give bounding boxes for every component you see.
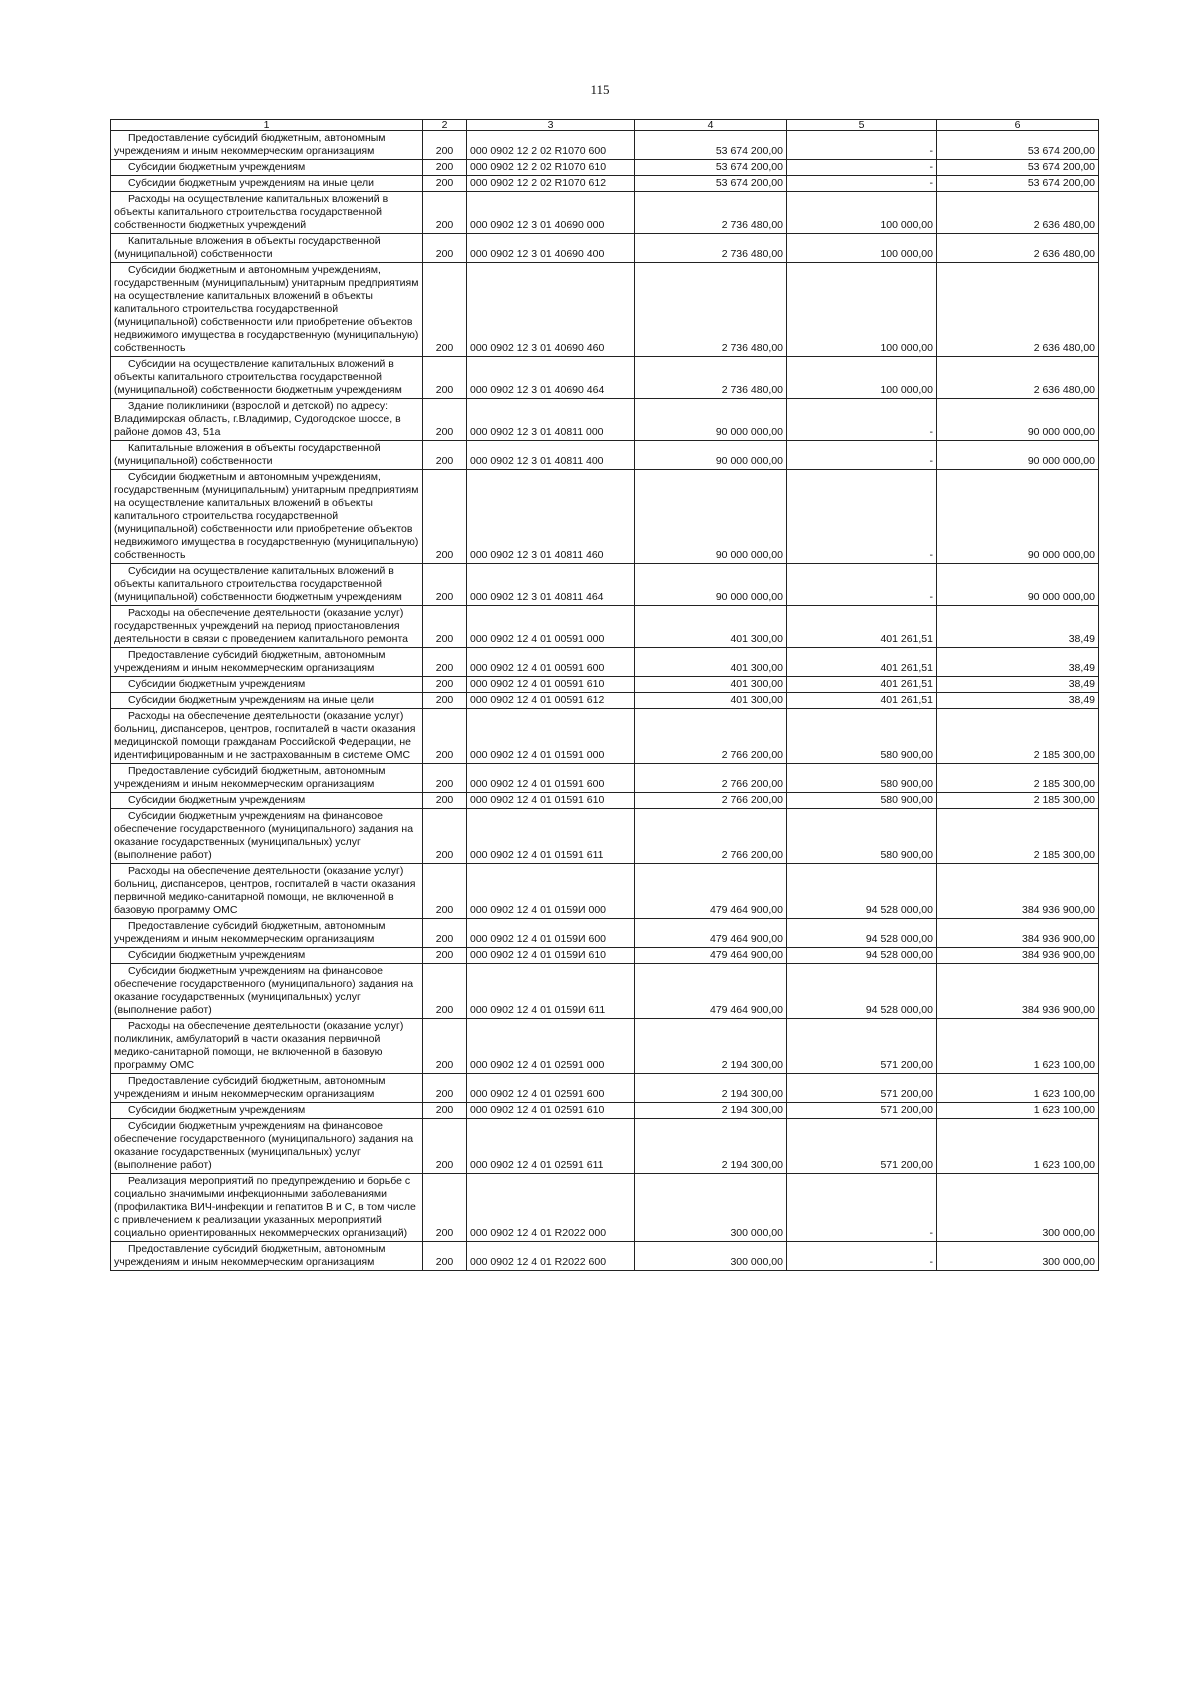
table-row	[111, 1103, 1099, 1119]
admin-code: 200	[423, 131, 467, 160]
table-row	[111, 1119, 1099, 1174]
approved-amount: 401 300,00	[635, 606, 787, 648]
table-row	[111, 606, 1099, 648]
approved-amount: 90 000 000,00	[635, 564, 787, 606]
budget-classification-code: 000 0902 12 3 01 40811 000	[467, 399, 635, 441]
executed-amount: -	[787, 564, 937, 606]
executed-amount: 94 528 000,00	[787, 948, 937, 964]
approved-amount: 2 194 300,00	[635, 1074, 787, 1103]
approved-amount: 2 194 300,00	[635, 1019, 787, 1074]
column-header: 1	[111, 120, 423, 131]
admin-code: 200	[423, 764, 467, 793]
approved-amount: 300 000,00	[635, 1242, 787, 1271]
table-row	[111, 470, 1099, 564]
unexecuted-amount: 53 674 200,00	[937, 160, 1099, 176]
column-header: 5	[787, 120, 937, 131]
line-item-name: Субсидии бюджетным учреждениям	[111, 793, 423, 809]
unexecuted-amount: 38,49	[937, 693, 1099, 709]
admin-code: 200	[423, 709, 467, 764]
line-item-name: Расходы на обеспечение деятельности (оказание услуг) государственных учреждений на период приостановления деятельности в связи с проведением капитального ремонта	[111, 606, 423, 648]
budget-classification-code: 000 0902 12 2 02 R1070 600	[467, 131, 635, 160]
admin-code: 200	[423, 1103, 467, 1119]
executed-amount: 580 900,00	[787, 809, 937, 864]
admin-code: 200	[423, 192, 467, 234]
unexecuted-amount: 2 636 480,00	[937, 357, 1099, 399]
approved-amount: 2 736 480,00	[635, 357, 787, 399]
approved-amount: 401 300,00	[635, 648, 787, 677]
budget-classification-code: 000 0902 12 2 02 R1070 612	[467, 176, 635, 192]
approved-amount: 479 464 900,00	[635, 948, 787, 964]
line-item-name: Предоставление субсидий бюджетным, автономным учреждениям и иным некоммерческим организациям	[111, 131, 423, 160]
line-item-name: Субсидии бюджетным учреждениям на иные цели	[111, 176, 423, 192]
budget-classification-code: 000 0902 12 4 01 01591 600	[467, 764, 635, 793]
table-row	[111, 948, 1099, 964]
approved-amount: 2 766 200,00	[635, 793, 787, 809]
table-row	[111, 693, 1099, 709]
table-row	[111, 1019, 1099, 1074]
approved-amount: 90 000 000,00	[635, 470, 787, 564]
unexecuted-amount: 1 623 100,00	[937, 1074, 1099, 1103]
admin-code: 200	[423, 160, 467, 176]
line-item-name: Предоставление субсидий бюджетным, автономным учреждениям и иным некоммерческим организациям	[111, 919, 423, 948]
line-item-name: Предоставление субсидий бюджетным, автономным учреждениям и иным некоммерческим организациям	[111, 1074, 423, 1103]
table-row	[111, 357, 1099, 399]
budget-classification-code: 000 0902 12 4 01 00591 612	[467, 693, 635, 709]
line-item-name: Субсидии бюджетным и автономным учреждениям, государственным (муниципальным) унитарным предприятиям на осуществление капитальных вложений в объекты капитального строительства государственной (муниципальной) собственности или приобретение объектов недвижимого имущества в государственную (муниципальную) собственность	[111, 263, 423, 357]
table-row	[111, 764, 1099, 793]
budget-classification-code: 000 0902 12 4 01 01591 611	[467, 809, 635, 864]
budget-classification-code: 000 0902 12 4 01 02591 611	[467, 1119, 635, 1174]
admin-code: 200	[423, 1174, 467, 1242]
budget-classification-code: 000 0902 12 4 01 00591 000	[467, 606, 635, 648]
executed-amount: 571 200,00	[787, 1119, 937, 1174]
header-row	[111, 120, 1099, 131]
admin-code: 200	[423, 606, 467, 648]
unexecuted-amount: 2 185 300,00	[937, 764, 1099, 793]
unexecuted-amount: 2 185 300,00	[937, 793, 1099, 809]
approved-amount: 2 736 480,00	[635, 192, 787, 234]
budget-classification-code: 000 0902 12 3 01 40811 464	[467, 564, 635, 606]
line-item-name: Реализация мероприятий по предупреждению и борьбе с социально значимыми инфекционными заболеваниями (профилактика ВИЧ-инфекции и гепатитов В и С, в том числе с привлечением к реализации указанных мероприятий социально ориентированных некоммерческих организаций)	[111, 1174, 423, 1242]
unexecuted-amount: 2 185 300,00	[937, 709, 1099, 764]
column-header: 6	[937, 120, 1099, 131]
executed-amount: 100 000,00	[787, 263, 937, 357]
line-item-name: Субсидии бюджетным учреждениям на финансовое обеспечение государственного (муниципального) задания на оказание государственных (муниципальных) услуг (выполнение работ)	[111, 964, 423, 1019]
line-item-name: Предоставление субсидий бюджетным, автономным учреждениям и иным некоммерческим организациям	[111, 764, 423, 793]
approved-amount: 2 766 200,00	[635, 809, 787, 864]
table-row	[111, 1242, 1099, 1271]
unexecuted-amount: 384 936 900,00	[937, 948, 1099, 964]
executed-amount: -	[787, 470, 937, 564]
executed-amount: 401 261,51	[787, 606, 937, 648]
budget-classification-code: 000 0902 12 4 01 00591 600	[467, 648, 635, 677]
budget-classification-code: 000 0902 12 2 02 R1070 610	[467, 160, 635, 176]
table-row	[111, 234, 1099, 263]
admin-code: 200	[423, 263, 467, 357]
budget-classification-code: 000 0902 12 4 01 00591 610	[467, 677, 635, 693]
table-row	[111, 441, 1099, 470]
unexecuted-amount: 300 000,00	[937, 1242, 1099, 1271]
budget-classification-code: 000 0902 12 4 01 R2022 000	[467, 1174, 635, 1242]
approved-amount: 401 300,00	[635, 677, 787, 693]
approved-amount: 90 000 000,00	[635, 399, 787, 441]
admin-code: 200	[423, 793, 467, 809]
admin-code: 200	[423, 564, 467, 606]
budget-classification-code: 000 0902 12 3 01 40811 460	[467, 470, 635, 564]
table-row	[111, 964, 1099, 1019]
column-header: 2	[423, 120, 467, 131]
unexecuted-amount: 1 623 100,00	[937, 1019, 1099, 1074]
executed-amount: 571 200,00	[787, 1103, 937, 1119]
budget-classification-code: 000 0902 12 4 01 0159И 611	[467, 964, 635, 1019]
line-item-name: Расходы на осуществление капитальных вложений в объекты капитального строительства государственной собственности бюджетных учреждений	[111, 192, 423, 234]
approved-amount: 2 766 200,00	[635, 709, 787, 764]
column-header: 4	[635, 120, 787, 131]
table-row	[111, 564, 1099, 606]
column-header: 3	[467, 120, 635, 131]
line-item-name: Субсидии бюджетным учреждениям	[111, 1103, 423, 1119]
approved-amount: 479 464 900,00	[635, 919, 787, 948]
table-body	[111, 131, 1099, 1271]
table-row	[111, 1074, 1099, 1103]
line-item-name: Субсидии на осуществление капитальных вложений в объекты капитального строительства государственной (муниципальной) собственности бюджетным учреждениям	[111, 357, 423, 399]
table-row	[111, 176, 1099, 192]
admin-code: 200	[423, 809, 467, 864]
budget-classification-code: 000 0902 12 4 01 0159И 610	[467, 948, 635, 964]
admin-code: 200	[423, 677, 467, 693]
executed-amount: 571 200,00	[787, 1074, 937, 1103]
admin-code: 200	[423, 176, 467, 192]
approved-amount: 300 000,00	[635, 1174, 787, 1242]
executed-amount: 100 000,00	[787, 357, 937, 399]
admin-code: 200	[423, 919, 467, 948]
admin-code: 200	[423, 234, 467, 263]
executed-amount: -	[787, 1174, 937, 1242]
budget-classification-code: 000 0902 12 3 01 40690 400	[467, 234, 635, 263]
admin-code: 200	[423, 964, 467, 1019]
unexecuted-amount: 300 000,00	[937, 1174, 1099, 1242]
table-row	[111, 809, 1099, 864]
table-row	[111, 192, 1099, 234]
budget-classification-code: 000 0902 12 4 01 01591 000	[467, 709, 635, 764]
unexecuted-amount: 90 000 000,00	[937, 470, 1099, 564]
unexecuted-amount: 384 936 900,00	[937, 864, 1099, 919]
executed-amount: -	[787, 399, 937, 441]
admin-code: 200	[423, 1242, 467, 1271]
budget-classification-code: 000 0902 12 4 01 02591 610	[467, 1103, 635, 1119]
approved-amount: 53 674 200,00	[635, 131, 787, 160]
unexecuted-amount: 38,49	[937, 648, 1099, 677]
budget-classification-code: 000 0902 12 4 01 01591 610	[467, 793, 635, 809]
page-number: 115	[590, 82, 610, 97]
executed-amount: 571 200,00	[787, 1019, 937, 1074]
approved-amount: 2 194 300,00	[635, 1119, 787, 1174]
budget-classification-code: 000 0902 12 3 01 40690 464	[467, 357, 635, 399]
table-row	[111, 709, 1099, 764]
table-row	[111, 919, 1099, 948]
budget-classification-code: 000 0902 12 3 01 40690 460	[467, 263, 635, 357]
unexecuted-amount: 384 936 900,00	[937, 964, 1099, 1019]
line-item-name: Субсидии бюджетным учреждениям на иные цели	[111, 693, 423, 709]
line-item-name: Субсидии на осуществление капитальных вложений в объекты капитального строительства государственной (муниципальной) собственности бюджетным учреждениям	[111, 564, 423, 606]
admin-code: 200	[423, 399, 467, 441]
executed-amount: 580 900,00	[787, 793, 937, 809]
table-row	[111, 399, 1099, 441]
executed-amount: 100 000,00	[787, 192, 937, 234]
admin-code: 200	[423, 1074, 467, 1103]
unexecuted-amount: 90 000 000,00	[937, 441, 1099, 470]
table-row	[111, 160, 1099, 176]
approved-amount: 479 464 900,00	[635, 864, 787, 919]
executed-amount: 580 900,00	[787, 709, 937, 764]
executed-amount: -	[787, 1242, 937, 1271]
unexecuted-amount: 90 000 000,00	[937, 564, 1099, 606]
executed-amount: 94 528 000,00	[787, 964, 937, 1019]
line-item-name: Субсидии бюджетным учреждениям	[111, 160, 423, 176]
table-row	[111, 131, 1099, 160]
line-item-name: Субсидии бюджетным учреждениям на финансовое обеспечение государственного (муниципального) задания на оказание государственных (муниципальных) услуг (выполнение работ)	[111, 809, 423, 864]
executed-amount: -	[787, 441, 937, 470]
approved-amount: 90 000 000,00	[635, 441, 787, 470]
table-row	[111, 263, 1099, 357]
unexecuted-amount: 2 636 480,00	[937, 192, 1099, 234]
executed-amount: 94 528 000,00	[787, 919, 937, 948]
approved-amount: 401 300,00	[635, 693, 787, 709]
approved-amount: 2 736 480,00	[635, 234, 787, 263]
line-item-name: Субсидии бюджетным и автономным учреждениям, государственным (муниципальным) унитарным предприятиям на осуществление капитальных вложений в объекты капитального строительства государственной (муниципальной) собственности или приобретение объектов недвижимого имущества в государственную (муниципальную) собственность	[111, 470, 423, 564]
approved-amount: 53 674 200,00	[635, 160, 787, 176]
budget-execution-table	[110, 119, 1099, 1271]
unexecuted-amount: 2 185 300,00	[937, 809, 1099, 864]
unexecuted-amount: 384 936 900,00	[937, 919, 1099, 948]
table-row	[111, 677, 1099, 693]
line-item-name: Капитальные вложения в объекты государственной (муниципальной) собственности	[111, 234, 423, 263]
approved-amount: 2 766 200,00	[635, 764, 787, 793]
line-item-name: Предоставление субсидий бюджетным, автономным учреждениям и иным некоммерческим организациям	[111, 1242, 423, 1271]
executed-amount: 401 261,51	[787, 693, 937, 709]
executed-amount: 580 900,00	[787, 764, 937, 793]
unexecuted-amount: 38,49	[937, 677, 1099, 693]
admin-code: 200	[423, 648, 467, 677]
budget-classification-code: 000 0902 12 3 01 40690 000	[467, 192, 635, 234]
unexecuted-amount: 1 623 100,00	[937, 1103, 1099, 1119]
budget-classification-code: 000 0902 12 4 01 0159И 000	[467, 864, 635, 919]
approved-amount: 479 464 900,00	[635, 964, 787, 1019]
line-item-name: Здание поликлиники (взрослой и детской) по адресу: Владимирская область, г.Владимир, Судогодское шоссе, в районе домов 43, 51а	[111, 399, 423, 441]
unexecuted-amount: 2 636 480,00	[937, 234, 1099, 263]
line-item-name: Предоставление субсидий бюджетным, автономным учреждениям и иным некоммерческим организациям	[111, 648, 423, 677]
budget-classification-code: 000 0902 12 4 01 02591 000	[467, 1019, 635, 1074]
approved-amount: 53 674 200,00	[635, 176, 787, 192]
table-row	[111, 648, 1099, 677]
admin-code: 200	[423, 1019, 467, 1074]
table-row	[111, 864, 1099, 919]
budget-classification-code: 000 0902 12 4 01 02591 600	[467, 1074, 635, 1103]
line-item-name: Субсидии бюджетным учреждениям	[111, 677, 423, 693]
budget-classification-code: 000 0902 12 4 01 0159И 600	[467, 919, 635, 948]
executed-amount: 100 000,00	[787, 234, 937, 263]
unexecuted-amount: 90 000 000,00	[937, 399, 1099, 441]
unexecuted-amount: 38,49	[937, 606, 1099, 648]
admin-code: 200	[423, 693, 467, 709]
admin-code: 200	[423, 864, 467, 919]
unexecuted-amount: 2 636 480,00	[937, 263, 1099, 357]
admin-code: 200	[423, 1119, 467, 1174]
unexecuted-amount: 53 674 200,00	[937, 176, 1099, 192]
executed-amount: 401 261,51	[787, 677, 937, 693]
line-item-name: Расходы на обеспечение деятельности (оказание услуг) больниц, диспансеров, центров, госпиталей в части оказания первичной медико-санитарной помощи, не включенной в базовую программу ОМС	[111, 864, 423, 919]
unexecuted-amount: 1 623 100,00	[937, 1119, 1099, 1174]
table-row	[111, 793, 1099, 809]
approved-amount: 2 194 300,00	[635, 1103, 787, 1119]
executed-amount: 401 261,51	[787, 648, 937, 677]
executed-amount: -	[787, 131, 937, 160]
executed-amount: -	[787, 176, 937, 192]
admin-code: 200	[423, 357, 467, 399]
line-item-name: Капитальные вложения в объекты государственной (муниципальной) собственности	[111, 441, 423, 470]
admin-code: 200	[423, 441, 467, 470]
budget-classification-code: 000 0902 12 3 01 40811 400	[467, 441, 635, 470]
line-item-name: Расходы на обеспечение деятельности (оказание услуг) поликлиник, амбулаторий в части оказания первичной медико-санитарной помощи, не включенной в базовую программу ОМС	[111, 1019, 423, 1074]
admin-code: 200	[423, 470, 467, 564]
line-item-name: Субсидии бюджетным учреждениям на финансовое обеспечение государственного (муниципального) задания на оказание государственных (муниципальных) услуг (выполнение работ)	[111, 1119, 423, 1174]
budget-classification-code: 000 0902 12 4 01 R2022 600	[467, 1242, 635, 1271]
admin-code: 200	[423, 948, 467, 964]
executed-amount: 94 528 000,00	[787, 864, 937, 919]
executed-amount: -	[787, 160, 937, 176]
approved-amount: 2 736 480,00	[635, 263, 787, 357]
unexecuted-amount: 53 674 200,00	[937, 131, 1099, 160]
line-item-name: Расходы на обеспечение деятельности (оказание услуг) больниц, диспансеров, центров, госпиталей в части оказания медицинской помощи гражданам Российской Федерации, не идентифицированным и не застрахованным в системе ОМС	[111, 709, 423, 764]
table-row	[111, 1174, 1099, 1242]
line-item-name: Субсидии бюджетным учреждениям	[111, 948, 423, 964]
